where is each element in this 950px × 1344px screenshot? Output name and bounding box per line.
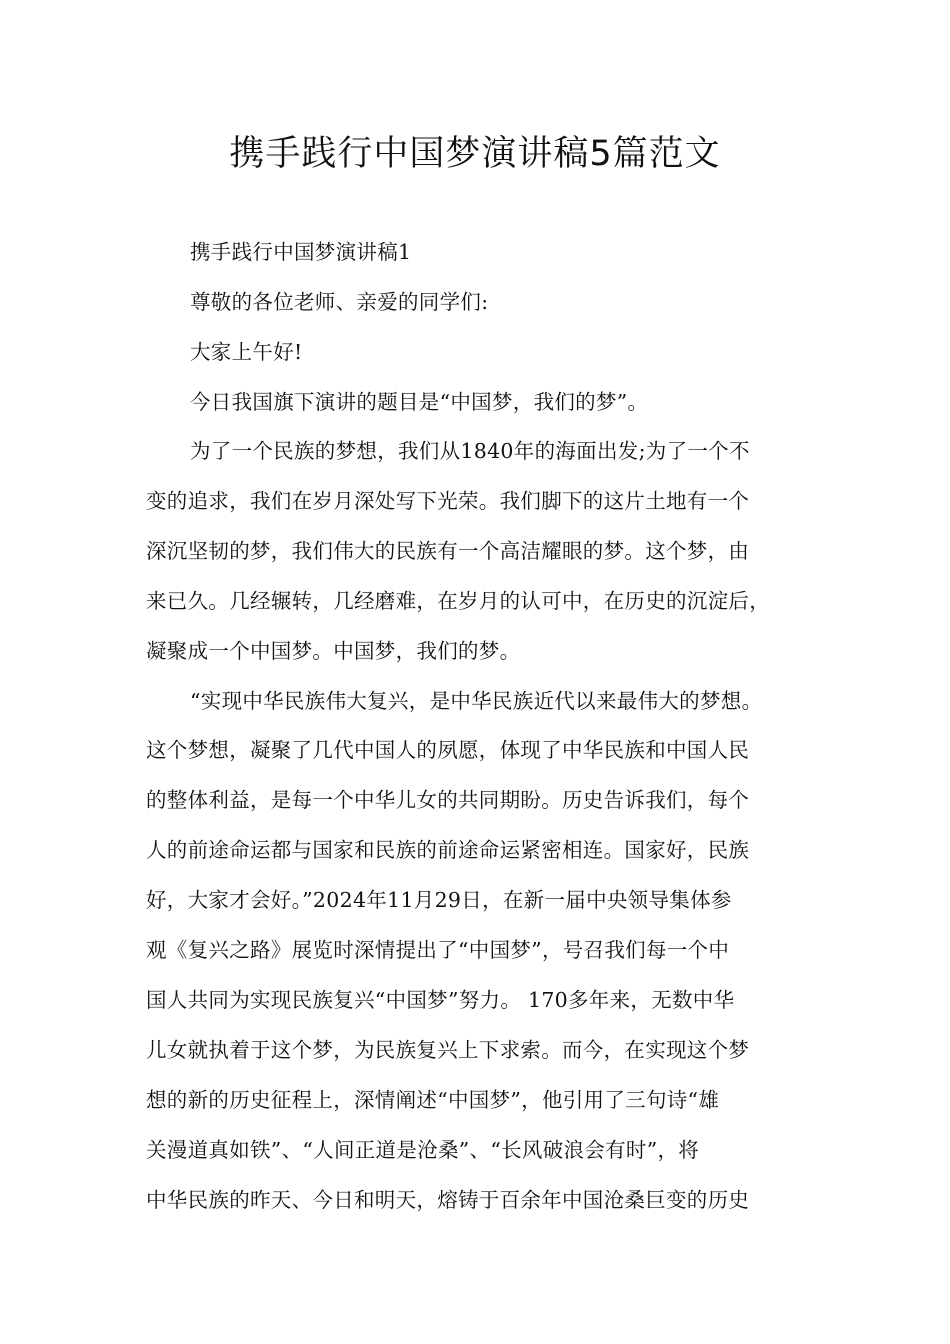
paragraph-line: 关漫道真如铁”、“人间正道是沧桑”、“长风破浪会有时”，将: [146, 1138, 700, 1162]
paragraph-line: 变的追求，我们在岁月深处写下光荣。我们脚下的这片土地有一个: [146, 489, 750, 513]
paragraph-line: 凝聚成一个中国梦。中国梦，我们的梦。: [146, 639, 521, 663]
paragraph-line: 国人共同为实现民族复兴“中国梦”努力。 170多年来，无数中华: [146, 988, 735, 1012]
paragraph-line: 为了一个民族的梦想，我们从1840年的海面出发;为了一个不: [190, 439, 750, 463]
paragraph-line: “实现中华民族伟大复兴，是中华民族近代以来最伟大的梦想。: [190, 689, 763, 713]
salutation-line: 尊敬的各位老师、亲爱的同学们:: [190, 290, 489, 314]
paragraph-line: 人的前途命运都与国家和民族的前途命运紧密相连。国家好，民族: [146, 838, 750, 862]
paragraph-line: 这个梦想，凝聚了几代中国人的夙愿，体现了中华民族和中国人民: [146, 738, 750, 762]
paragraph-line: 想的新的历史征程上，深情阐述“中国梦”，他引用了三句诗“雄: [146, 1088, 720, 1112]
paragraph-line: 好，大家才会好。”2024年11月29日，在新一届中央领导集体参: [146, 888, 732, 912]
paragraph-line: 的整体利益，是每一个中华儿女的共同期盼。历史告诉我们，每个: [146, 788, 750, 812]
paragraph-line: 观《复兴之路》展览时深情提出了“中国梦”，号召我们每一个中: [146, 938, 730, 962]
paragraph-line: 深沉坚韧的梦，我们伟大的民族有一个高洁耀眼的梦。这个梦，由: [146, 539, 750, 563]
greeting-line: 大家上午好!: [190, 340, 303, 364]
document-title: 携手践行中国梦演讲稿5篇范文: [229, 134, 721, 174]
paragraph-line: 来已久。几经辗转，几经磨难，在岁月的认可中，在历史的沉淀后，: [146, 589, 770, 613]
paragraph-line: 中华民族的昨天、今日和明天，熔铸于百余年中国沧桑巨变的历史: [146, 1188, 750, 1212]
section-heading: 携手践行中国梦演讲稿1: [190, 240, 412, 264]
topic-line: 今日我国旗下演讲的题目是“中国梦，我们的梦”。: [190, 390, 649, 414]
paragraph-line: 儿女就执着于这个梦，为民族复兴上下求索。而今，在实现这个梦: [146, 1038, 750, 1062]
